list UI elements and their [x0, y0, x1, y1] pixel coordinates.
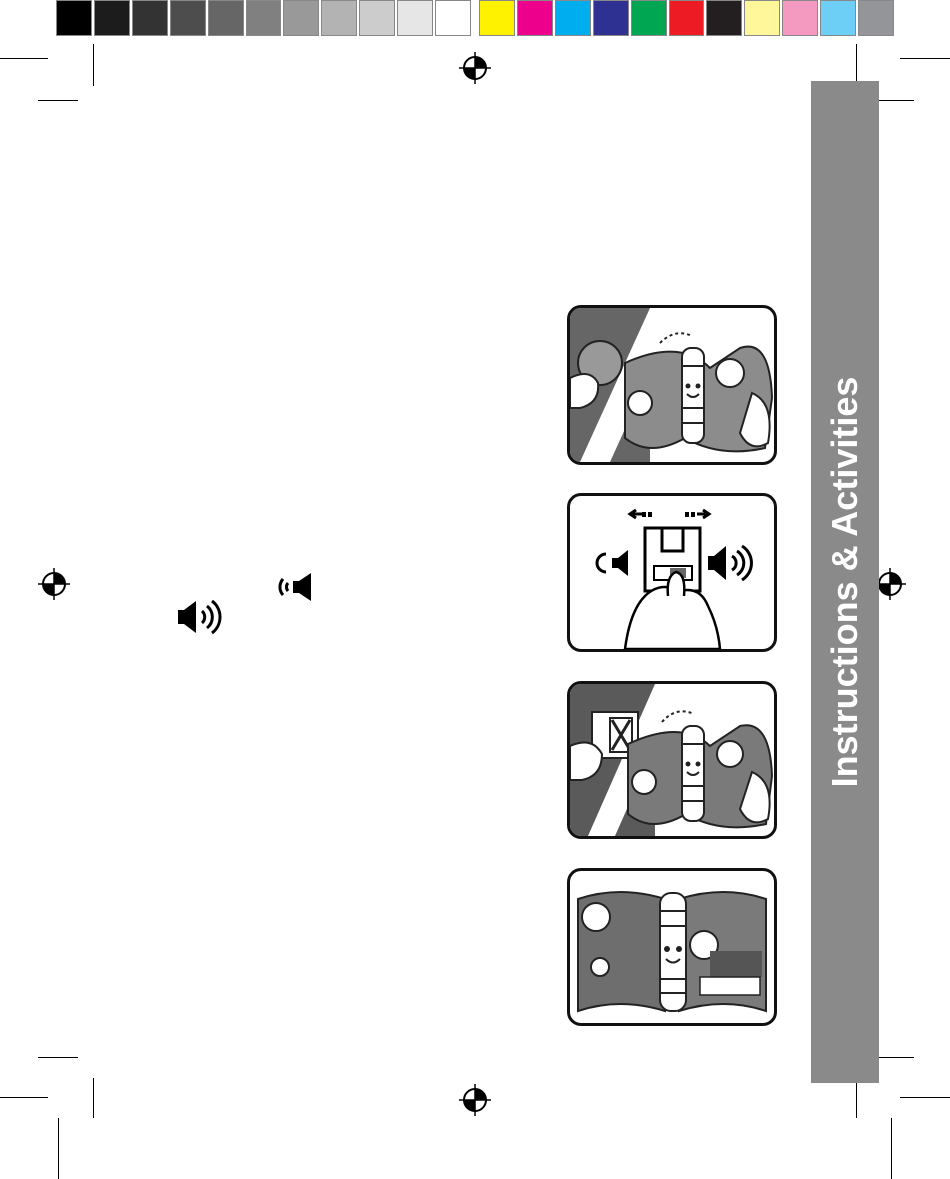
crop-mark: [856, 44, 857, 86]
color-swatch: [94, 0, 130, 36]
color-swatch: [706, 0, 742, 36]
volume-high-icon: [176, 598, 222, 636]
open-book-drawing: [570, 871, 774, 1023]
section-side-tab: [811, 81, 879, 1083]
registration-mark-icon: [459, 52, 491, 84]
crop-mark: [0, 1097, 48, 1098]
color-swatch: [246, 0, 282, 36]
color-swatch: [132, 0, 168, 36]
color-swatch: [517, 0, 553, 36]
crop-mark: [856, 1078, 857, 1118]
color-swatch: [593, 0, 629, 36]
color-swatch: [479, 0, 515, 36]
book-page-turn-illustration: [567, 305, 777, 465]
printer-color-bar: [56, 0, 896, 38]
color-swatch: [359, 0, 395, 36]
crop-mark: [38, 1057, 78, 1058]
color-swatch: [283, 0, 319, 36]
volume-switch-drawing: [570, 496, 774, 649]
color-swatch: [782, 0, 818, 36]
crop-mark: [900, 1097, 950, 1098]
color-swatch: [321, 0, 357, 36]
color-swatch: [858, 0, 894, 36]
crop-mark: [93, 1078, 94, 1118]
registration-mark-icon: [459, 1084, 491, 1116]
crop-mark: [38, 100, 78, 101]
color-swatch: [435, 0, 471, 36]
crop-mark: [0, 58, 48, 59]
crop-mark: [93, 44, 94, 86]
book-page-turn-drawing-2: [570, 684, 774, 836]
color-swatch: [820, 0, 856, 36]
book-page-turn-illustration-2: [567, 681, 777, 839]
book-page-turn-drawing: [570, 308, 774, 462]
crop-mark: [58, 1118, 59, 1179]
crop-mark: [891, 1118, 892, 1179]
color-swatch: [669, 0, 705, 36]
crop-mark: [900, 58, 950, 59]
color-swatch: [56, 0, 92, 36]
volume-low-icon: [275, 571, 315, 603]
color-swatch: [631, 0, 667, 36]
crop-mark: [878, 1057, 914, 1058]
registration-mark-icon: [38, 568, 70, 600]
color-swatch: [170, 0, 206, 36]
volume-switch-illustration: [567, 493, 777, 652]
color-swatch: [208, 0, 244, 36]
color-swatch: [744, 0, 780, 36]
open-book-illustration: [567, 868, 777, 1026]
side-tab-label: Instructions & Activities: [824, 376, 865, 788]
crop-mark: [878, 100, 914, 101]
color-swatch: [555, 0, 591, 36]
color-swatch: [397, 0, 433, 36]
